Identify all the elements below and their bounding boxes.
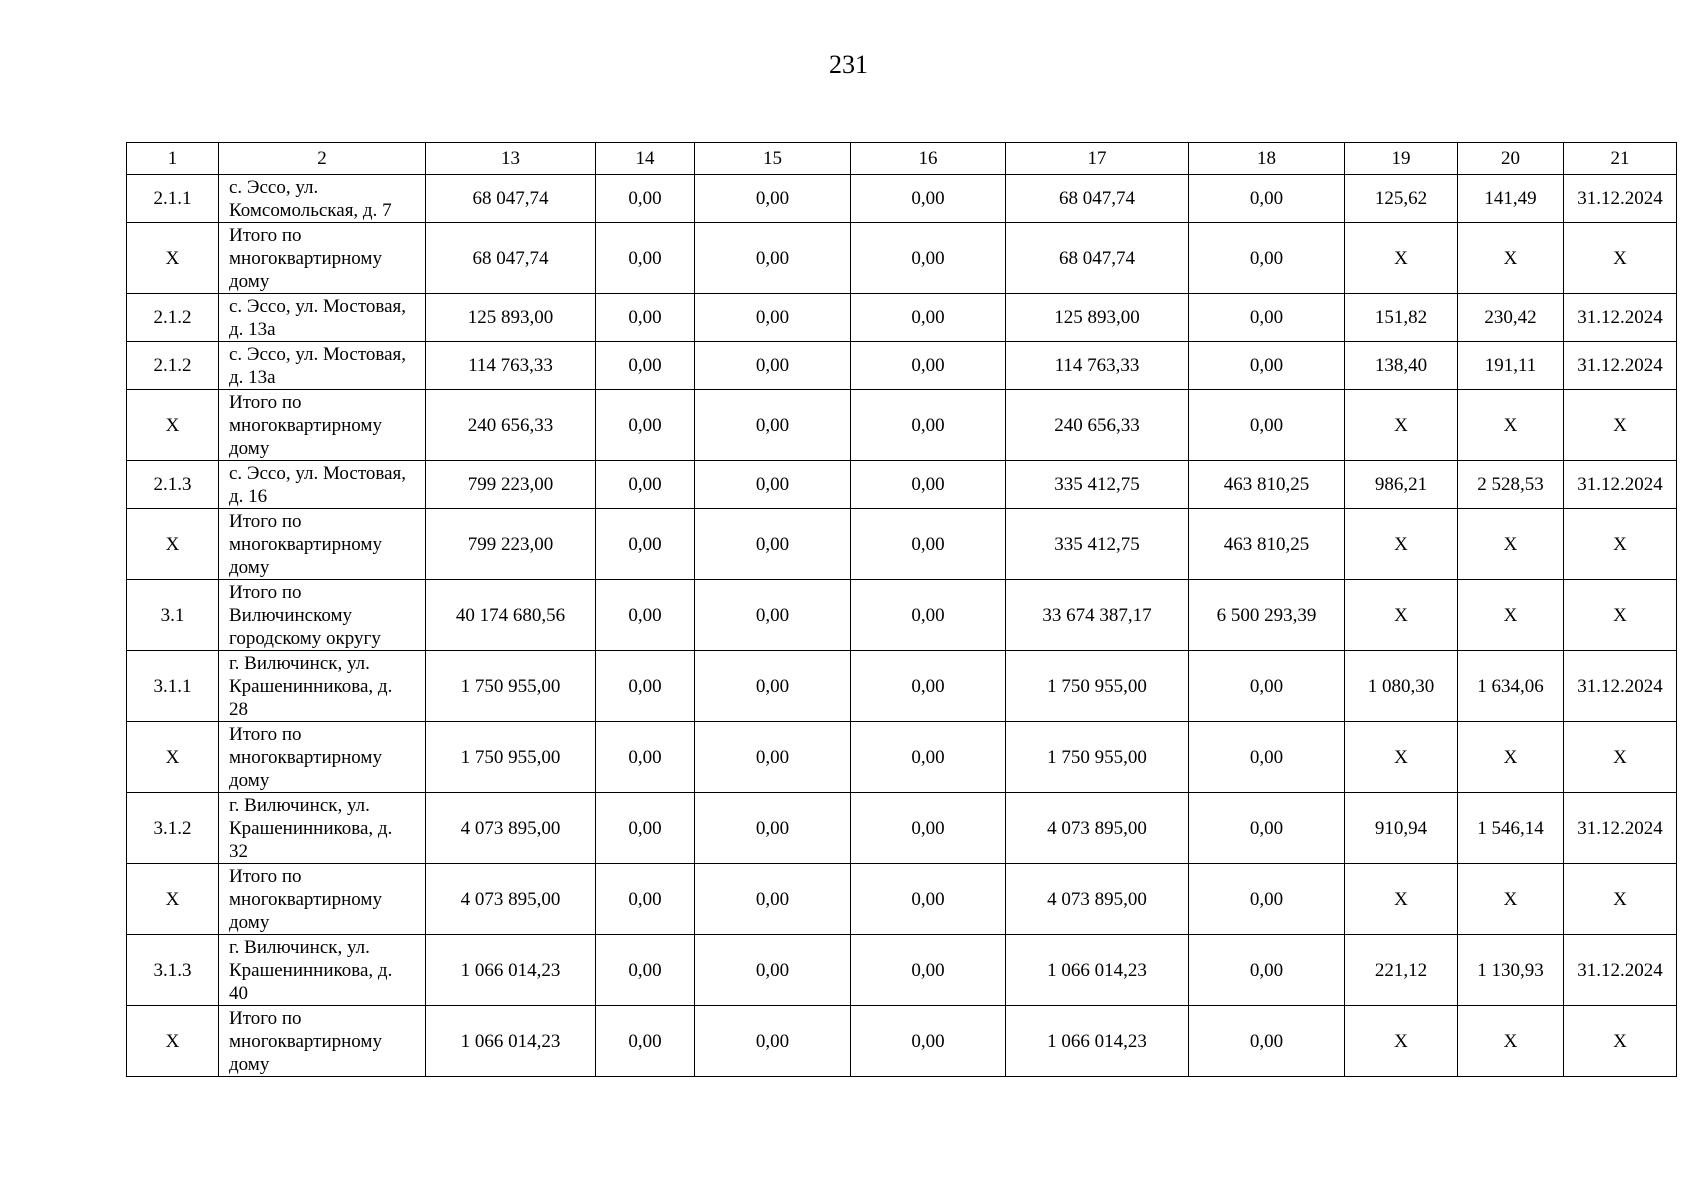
value-cell: 191,11: [1458, 342, 1564, 390]
address-cell: г. Вилючинск, ул. Крашенинникова, д. 28: [219, 651, 426, 722]
value-cell: 1 066 014,23: [426, 1006, 596, 1077]
value-cell: 910,94: [1345, 793, 1458, 864]
table-row: [127, 175, 1677, 223]
value-cell: 0,00: [695, 342, 851, 390]
value-cell: 799 223,00: [426, 509, 596, 580]
value-cell: 138,40: [1345, 342, 1458, 390]
value-cell: 0,00: [596, 935, 695, 1006]
row-number-cell: 2.1.3: [127, 461, 219, 509]
value-cell: 463 810,25: [1189, 461, 1345, 509]
value-cell: 31.12.2024: [1564, 461, 1677, 509]
value-cell: 0,00: [695, 935, 851, 1006]
address-cell: Итого по многоквартирному дому: [219, 390, 426, 461]
table-row: [127, 461, 1677, 509]
address-cell: Итого по Вилючинскому городскому округу: [219, 580, 426, 651]
value-cell: 0,00: [695, 509, 851, 580]
value-cell: 125,62: [1345, 175, 1458, 223]
value-cell: 0,00: [1189, 935, 1345, 1006]
value-cell: 0,00: [1189, 223, 1345, 294]
row-number-cell: X: [127, 1006, 219, 1077]
table-row: [127, 509, 1677, 580]
value-cell: X: [1458, 390, 1564, 461]
column-header: 2: [219, 143, 426, 175]
value-cell: 0,00: [851, 509, 1006, 580]
address-cell: с. Эссо, ул. Мостовая, д. 13а: [219, 294, 426, 342]
column-header: 20: [1458, 143, 1564, 175]
value-cell: 240 656,33: [1006, 390, 1189, 461]
value-cell: X: [1345, 223, 1458, 294]
table-row: [127, 580, 1677, 651]
address-cell: Итого по многоквартирному дому: [219, 1006, 426, 1077]
address-cell: Итого по многоквартирному дому: [219, 223, 426, 294]
value-cell: 0,00: [851, 342, 1006, 390]
value-cell: 1 546,14: [1458, 793, 1564, 864]
column-header: 19: [1345, 143, 1458, 175]
value-cell: 6 500 293,39: [1189, 580, 1345, 651]
value-cell: 1 750 955,00: [426, 651, 596, 722]
value-cell: 0,00: [851, 223, 1006, 294]
value-cell: 0,00: [1189, 722, 1345, 793]
column-header: 15: [695, 143, 851, 175]
value-cell: 799 223,00: [426, 461, 596, 509]
value-cell: X: [1564, 722, 1677, 793]
table-row: [127, 651, 1677, 722]
value-cell: 0,00: [1189, 864, 1345, 935]
table-row: [127, 722, 1677, 793]
value-cell: X: [1564, 864, 1677, 935]
value-cell: 1 080,30: [1345, 651, 1458, 722]
value-cell: X: [1345, 722, 1458, 793]
value-cell: 68 047,74: [1006, 175, 1189, 223]
row-number-cell: 2.1.1: [127, 175, 219, 223]
value-cell: 0,00: [596, 461, 695, 509]
row-number-cell: X: [127, 223, 219, 294]
value-cell: X: [1345, 580, 1458, 651]
data-table: [126, 142, 1677, 1077]
value-cell: X: [1458, 223, 1564, 294]
value-cell: 0,00: [695, 175, 851, 223]
value-cell: X: [1458, 722, 1564, 793]
value-cell: 0,00: [596, 864, 695, 935]
value-cell: 0,00: [596, 390, 695, 461]
value-cell: 31.12.2024: [1564, 793, 1677, 864]
value-cell: 1 066 014,23: [1006, 935, 1189, 1006]
value-cell: 0,00: [695, 1006, 851, 1077]
value-cell: 0,00: [851, 1006, 1006, 1077]
column-header: 17: [1006, 143, 1189, 175]
value-cell: X: [1345, 390, 1458, 461]
value-cell: 141,49: [1458, 175, 1564, 223]
value-cell: 0,00: [695, 580, 851, 651]
address-cell: Итого по многоквартирному дому: [219, 864, 426, 935]
value-cell: 4 073 895,00: [426, 793, 596, 864]
value-cell: 0,00: [851, 390, 1006, 461]
value-cell: 0,00: [1189, 390, 1345, 461]
value-cell: X: [1458, 580, 1564, 651]
value-cell: 221,12: [1345, 935, 1458, 1006]
page-number: 231: [829, 50, 868, 79]
value-cell: X: [1345, 1006, 1458, 1077]
value-cell: 0,00: [596, 1006, 695, 1077]
value-cell: 0,00: [596, 580, 695, 651]
value-cell: 33 674 387,17: [1006, 580, 1189, 651]
value-cell: 2 528,53: [1458, 461, 1564, 509]
column-header: 16: [851, 143, 1006, 175]
value-cell: 1 634,06: [1458, 651, 1564, 722]
row-number-cell: 2.1.2: [127, 342, 219, 390]
row-number-cell: 3.1.3: [127, 935, 219, 1006]
address-cell: г. Вилючинск, ул. Крашенинникова, д. 40: [219, 935, 426, 1006]
value-cell: 0,00: [1189, 175, 1345, 223]
value-cell: 335 412,75: [1006, 509, 1189, 580]
value-cell: 31.12.2024: [1564, 935, 1677, 1006]
value-cell: 0,00: [1189, 651, 1345, 722]
value-cell: 4 073 895,00: [426, 864, 596, 935]
row-number-cell: X: [127, 509, 219, 580]
address-cell: Итого по многоквартирному дому: [219, 722, 426, 793]
value-cell: 0,00: [851, 294, 1006, 342]
value-cell: X: [1564, 223, 1677, 294]
value-cell: X: [1458, 864, 1564, 935]
value-cell: 114 763,33: [426, 342, 596, 390]
address-cell: с. Эссо, ул. Мостовая, д. 16: [219, 461, 426, 509]
header-row: [127, 143, 1677, 175]
value-cell: 114 763,33: [1006, 342, 1189, 390]
value-cell: X: [1458, 1006, 1564, 1077]
value-cell: X: [1564, 509, 1677, 580]
value-cell: X: [1564, 390, 1677, 461]
value-cell: 240 656,33: [426, 390, 596, 461]
row-number-cell: X: [127, 864, 219, 935]
address-cell: Итого по многоквартирному дому: [219, 509, 426, 580]
value-cell: 151,82: [1345, 294, 1458, 342]
value-cell: 0,00: [695, 722, 851, 793]
value-cell: 125 893,00: [1006, 294, 1189, 342]
value-cell: 0,00: [596, 793, 695, 864]
value-cell: 0,00: [596, 223, 695, 294]
value-cell: 0,00: [851, 580, 1006, 651]
value-cell: 0,00: [851, 935, 1006, 1006]
column-header: 1: [127, 143, 219, 175]
value-cell: 0,00: [596, 342, 695, 390]
value-cell: 68 047,74: [426, 175, 596, 223]
value-cell: 335 412,75: [1006, 461, 1189, 509]
value-cell: X: [1564, 1006, 1677, 1077]
table-row: [127, 342, 1677, 390]
value-cell: 0,00: [695, 294, 851, 342]
value-cell: 0,00: [851, 722, 1006, 793]
row-number-cell: 2.1.2: [127, 294, 219, 342]
value-cell: 1 750 955,00: [1006, 651, 1189, 722]
value-cell: 125 893,00: [426, 294, 596, 342]
value-cell: 0,00: [596, 294, 695, 342]
value-cell: 0,00: [695, 461, 851, 509]
value-cell: 31.12.2024: [1564, 651, 1677, 722]
table-row: [127, 935, 1677, 1006]
row-number-cell: 3.1: [127, 580, 219, 651]
value-cell: 31.12.2024: [1564, 294, 1677, 342]
row-number-cell: X: [127, 722, 219, 793]
address-cell: с. Эссо, ул. Мостовая, д. 13а: [219, 342, 426, 390]
value-cell: 0,00: [596, 651, 695, 722]
table-body: [127, 175, 1677, 1077]
table-row: [127, 390, 1677, 461]
address-cell: с. Эссо, ул. Комсомольская, д. 7: [219, 175, 426, 223]
value-cell: 463 810,25: [1189, 509, 1345, 580]
row-number-cell: 3.1.2: [127, 793, 219, 864]
value-cell: 1 066 014,23: [426, 935, 596, 1006]
value-cell: 31.12.2024: [1564, 175, 1677, 223]
value-cell: X: [1345, 864, 1458, 935]
column-header: 14: [596, 143, 695, 175]
value-cell: 4 073 895,00: [1006, 864, 1189, 935]
value-cell: X: [1564, 580, 1677, 651]
value-cell: 0,00: [851, 793, 1006, 864]
value-cell: 1 066 014,23: [1006, 1006, 1189, 1077]
row-number-cell: 3.1.1: [127, 651, 219, 722]
value-cell: 0,00: [695, 651, 851, 722]
value-cell: 0,00: [695, 793, 851, 864]
table-row: [127, 294, 1677, 342]
value-cell: 31.12.2024: [1564, 342, 1677, 390]
value-cell: 0,00: [851, 461, 1006, 509]
value-cell: 0,00: [695, 223, 851, 294]
value-cell: 0,00: [851, 175, 1006, 223]
value-cell: 0,00: [851, 864, 1006, 935]
value-cell: 986,21: [1345, 461, 1458, 509]
value-cell: 1 750 955,00: [426, 722, 596, 793]
value-cell: 68 047,74: [426, 223, 596, 294]
value-cell: 0,00: [695, 864, 851, 935]
value-cell: 0,00: [596, 722, 695, 793]
value-cell: 1 750 955,00: [1006, 722, 1189, 793]
value-cell: 0,00: [1189, 342, 1345, 390]
table-row: [127, 864, 1677, 935]
value-cell: 0,00: [596, 509, 695, 580]
value-cell: 230,42: [1458, 294, 1564, 342]
value-cell: 0,00: [695, 390, 851, 461]
value-cell: 0,00: [1189, 294, 1345, 342]
column-header: 18: [1189, 143, 1345, 175]
value-cell: 0,00: [1189, 1006, 1345, 1077]
address-cell: г. Вилючинск, ул. Крашенинникова, д. 32: [219, 793, 426, 864]
table-row: [127, 1006, 1677, 1077]
row-number-cell: X: [127, 390, 219, 461]
value-cell: 40 174 680,56: [426, 580, 596, 651]
value-cell: 0,00: [1189, 793, 1345, 864]
value-cell: 68 047,74: [1006, 223, 1189, 294]
value-cell: 0,00: [851, 651, 1006, 722]
table-row: [127, 223, 1677, 294]
value-cell: X: [1458, 509, 1564, 580]
value-cell: 0,00: [596, 175, 695, 223]
value-cell: X: [1345, 509, 1458, 580]
column-header: 13: [426, 143, 596, 175]
table-row: [127, 793, 1677, 864]
column-header: 21: [1564, 143, 1677, 175]
value-cell: 4 073 895,00: [1006, 793, 1189, 864]
value-cell: 1 130,93: [1458, 935, 1564, 1006]
